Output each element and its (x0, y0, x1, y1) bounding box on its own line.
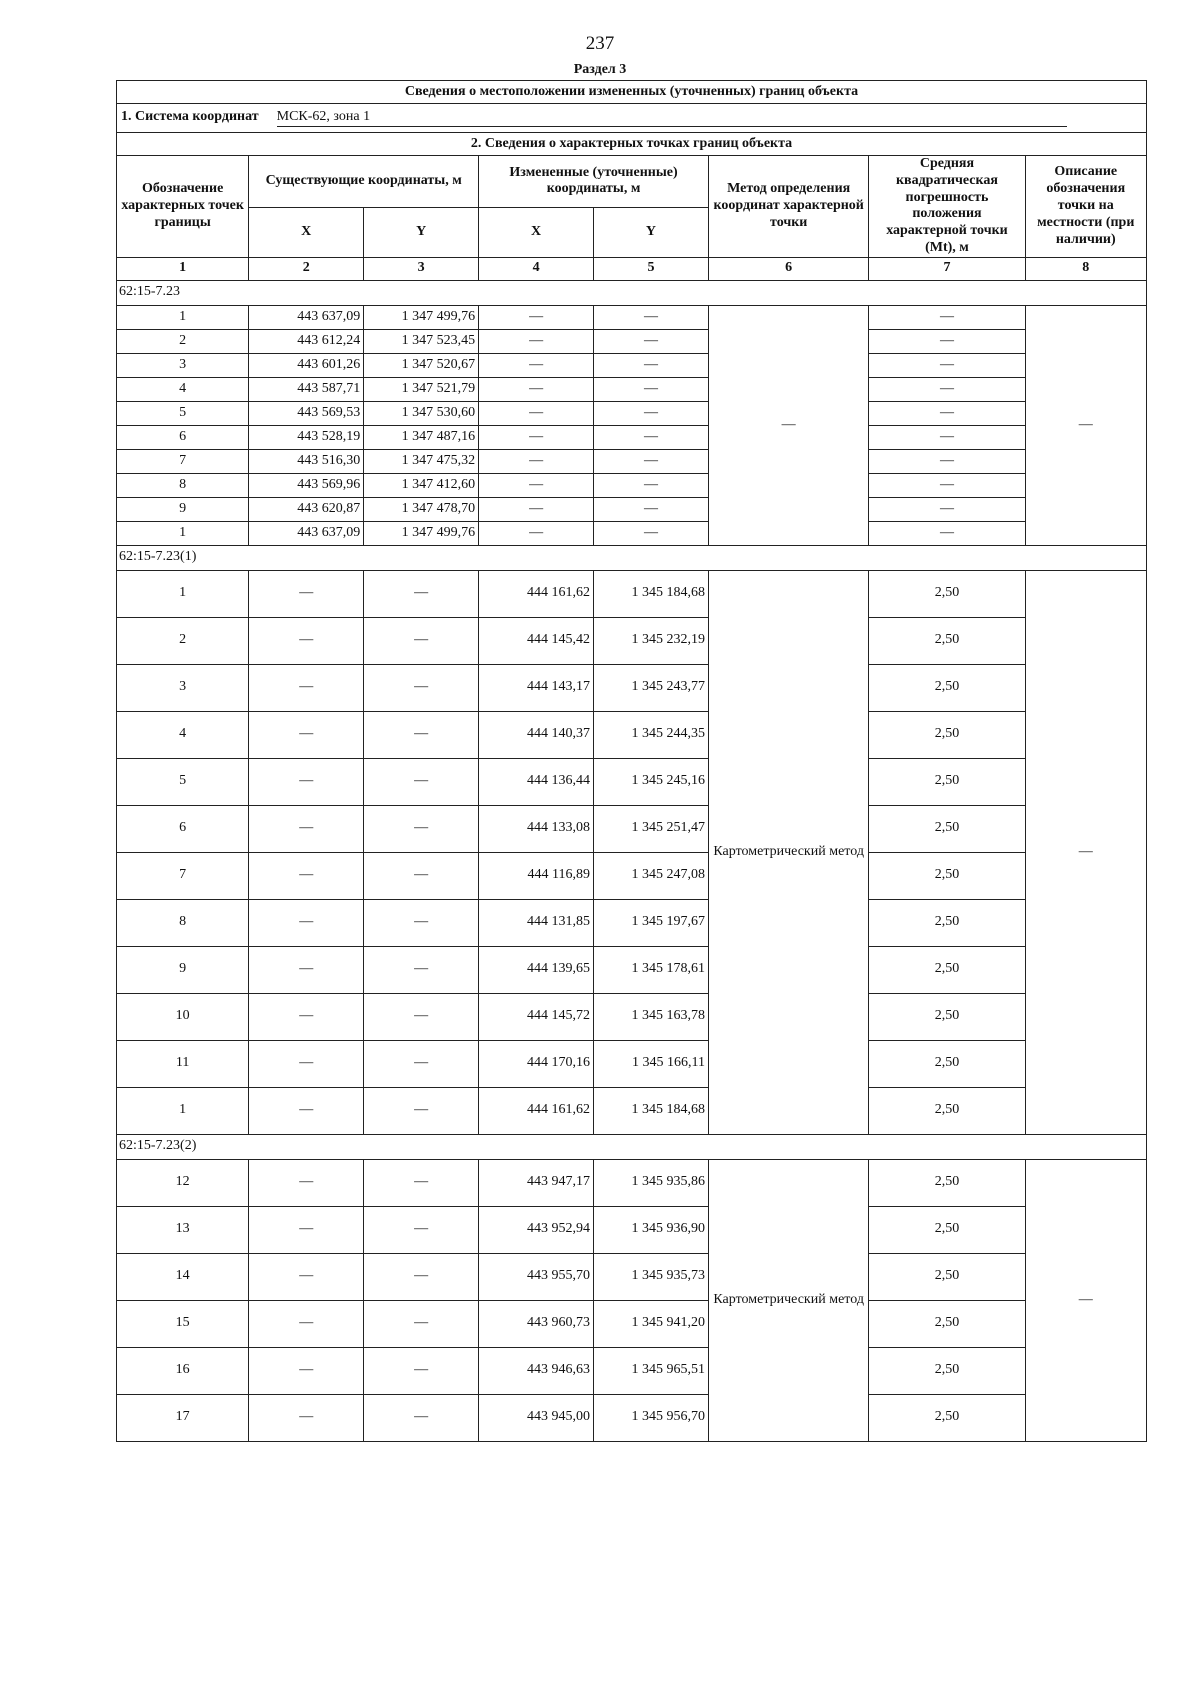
column-index: 1 (117, 257, 249, 280)
header-method: Метод определения координат характерной точки (708, 156, 868, 258)
coordinate-system-label: 1. Система координат (121, 109, 259, 125)
header-existing-y: Y (364, 207, 479, 257)
description-cell: — (1025, 305, 1146, 545)
changed-x: 444 133,08 (479, 805, 594, 852)
existing-y: — (364, 1040, 479, 1087)
accuracy-mt: 2,50 (869, 993, 1025, 1040)
header-changed-y: Y (594, 207, 709, 257)
header-description: Описание обозначения точки на местности (при наличии) (1025, 156, 1146, 258)
section-label: Раздел 3 (573, 62, 627, 77)
existing-y: — (364, 1394, 479, 1441)
existing-x: — (249, 711, 364, 758)
point-number: 9 (117, 497, 249, 521)
point-row (117, 852, 1147, 899)
accuracy-mt: 2,50 (869, 664, 1025, 711)
changed-y: 1 345 956,70 (594, 1394, 709, 1441)
header-designation: Обозначение характерных точек границы (117, 156, 249, 258)
existing-y: 1 347 412,60 (364, 473, 479, 497)
existing-x: 443 569,53 (249, 401, 364, 425)
point-row (117, 570, 1147, 617)
accuracy-mt: 2,50 (869, 758, 1025, 805)
existing-x: — (249, 1394, 364, 1441)
existing-y: — (364, 899, 479, 946)
accuracy-mt: 2,50 (869, 1300, 1025, 1347)
changed-x: 443 947,17 (479, 1159, 594, 1206)
point-number: 11 (117, 1040, 249, 1087)
point-row (117, 1040, 1147, 1087)
column-index: 5 (594, 257, 709, 280)
changed-y: 1 345 247,08 (594, 852, 709, 899)
accuracy-mt: — (869, 305, 1025, 329)
column-index: 4 (479, 257, 594, 280)
changed-x: 443 960,73 (479, 1300, 594, 1347)
changed-y: 1 345 197,67 (594, 899, 709, 946)
point-row (117, 377, 1147, 401)
group-label: 62:15-7.23(1) (117, 545, 1147, 570)
point-number: 9 (117, 946, 249, 993)
changed-y: 1 345 232,19 (594, 617, 709, 664)
point-number: 4 (117, 377, 249, 401)
point-number: 6 (117, 425, 249, 449)
point-row (117, 1206, 1147, 1253)
existing-y: 1 347 478,70 (364, 497, 479, 521)
accuracy-mt: 2,50 (869, 899, 1025, 946)
changed-x: 443 945,00 (479, 1394, 594, 1441)
existing-y: 1 347 499,76 (364, 521, 479, 545)
point-row (117, 664, 1147, 711)
changed-y: 1 345 163,78 (594, 993, 709, 1040)
accuracy-mt: 2,50 (869, 570, 1025, 617)
changed-y: 1 345 184,68 (594, 1087, 709, 1134)
existing-y: — (364, 758, 479, 805)
accuracy-mt: — (869, 425, 1025, 449)
header-error: Средняя квадратическая погрешность положения характерной точки (Mt), м (869, 156, 1025, 258)
point-row (117, 425, 1147, 449)
column-index: 7 (869, 257, 1025, 280)
point-row (117, 1300, 1147, 1347)
existing-x: — (249, 1040, 364, 1087)
point-number: 3 (117, 353, 249, 377)
changed-x: 444 116,89 (479, 852, 594, 899)
existing-x: 443 528,19 (249, 425, 364, 449)
changed-y: — (594, 449, 709, 473)
existing-y: — (364, 617, 479, 664)
accuracy-mt: 2,50 (869, 852, 1025, 899)
header-changed: Измененные (уточненные) координаты, м (479, 156, 709, 208)
changed-x: — (479, 473, 594, 497)
changed-x: 444 161,62 (479, 570, 594, 617)
existing-y: — (364, 1347, 479, 1394)
changed-y: — (594, 497, 709, 521)
point-number: 12 (117, 1159, 249, 1206)
accuracy-mt: — (869, 449, 1025, 473)
existing-x: — (249, 617, 364, 664)
boundary-points-table (116, 80, 1147, 1442)
accuracy-mt: 2,50 (869, 1040, 1025, 1087)
changed-x: 444 143,17 (479, 664, 594, 711)
changed-x: 444 145,42 (479, 617, 594, 664)
point-number: 3 (117, 664, 249, 711)
existing-y: 1 347 520,67 (364, 353, 479, 377)
existing-x: 443 516,30 (249, 449, 364, 473)
existing-x: 443 637,09 (249, 521, 364, 545)
header-existing-x: X (249, 207, 364, 257)
existing-x: — (249, 1253, 364, 1300)
column-index: 3 (364, 257, 479, 280)
existing-y: 1 347 523,45 (364, 329, 479, 353)
changed-x: 444 145,72 (479, 993, 594, 1040)
point-row (117, 473, 1147, 497)
point-number: 4 (117, 711, 249, 758)
point-number: 5 (117, 758, 249, 805)
existing-y: — (364, 805, 479, 852)
existing-y: — (364, 1087, 479, 1134)
points-section-title: 2. Сведения о характерных точках границ объекта (117, 133, 1147, 156)
existing-x: — (249, 852, 364, 899)
existing-x: 443 601,26 (249, 353, 364, 377)
changed-y: 1 345 936,90 (594, 1206, 709, 1253)
changed-y: — (594, 353, 709, 377)
group-label: 62:15-7.23 (117, 280, 1147, 305)
point-number: 1 (117, 305, 249, 329)
point-row (117, 1253, 1147, 1300)
point-number: 7 (117, 449, 249, 473)
point-number: 1 (117, 521, 249, 545)
existing-y: — (364, 946, 479, 993)
column-index: 8 (1025, 257, 1146, 280)
existing-x: — (249, 899, 364, 946)
point-number: 13 (117, 1206, 249, 1253)
description-cell: — (1025, 1159, 1146, 1441)
point-row (117, 449, 1147, 473)
existing-y: — (364, 711, 479, 758)
changed-x: — (479, 353, 594, 377)
point-row (117, 329, 1147, 353)
changed-y: 1 345 935,73 (594, 1253, 709, 1300)
changed-x: 444 170,16 (479, 1040, 594, 1087)
point-row (117, 353, 1147, 377)
changed-y: 1 345 178,61 (594, 946, 709, 993)
existing-x: — (249, 664, 364, 711)
existing-y: — (364, 1300, 479, 1347)
column-index: 2 (249, 257, 364, 280)
existing-x: — (249, 805, 364, 852)
existing-y: — (364, 1159, 479, 1206)
point-row (117, 711, 1147, 758)
existing-y: — (364, 570, 479, 617)
changed-y: — (594, 473, 709, 497)
header-existing: Существующие координаты, м (249, 156, 479, 208)
existing-x: 443 637,09 (249, 305, 364, 329)
point-row (117, 899, 1147, 946)
accuracy-mt: — (869, 473, 1025, 497)
changed-x: — (479, 305, 594, 329)
changed-y: — (594, 377, 709, 401)
point-row (117, 401, 1147, 425)
point-row (117, 946, 1147, 993)
existing-x: 443 612,24 (249, 329, 364, 353)
existing-x: — (249, 1300, 364, 1347)
accuracy-mt: — (869, 521, 1025, 545)
point-row (117, 1087, 1147, 1134)
changed-x: 444 161,62 (479, 1087, 594, 1134)
changed-x: — (479, 449, 594, 473)
changed-x: 443 952,94 (479, 1206, 594, 1253)
existing-x: 443 620,87 (249, 497, 364, 521)
point-row (117, 1394, 1147, 1441)
method-cell: — (708, 305, 868, 545)
existing-x: — (249, 1087, 364, 1134)
accuracy-mt: 2,50 (869, 711, 1025, 758)
changed-x: — (479, 329, 594, 353)
existing-x: — (249, 758, 364, 805)
changed-y: 1 345 941,20 (594, 1300, 709, 1347)
existing-y: — (364, 1253, 479, 1300)
accuracy-mt: — (869, 377, 1025, 401)
point-row (117, 1159, 1147, 1206)
changed-x: 444 136,44 (479, 758, 594, 805)
existing-y: — (364, 993, 479, 1040)
point-number: 1 (117, 1087, 249, 1134)
changed-x: 444 140,37 (479, 711, 594, 758)
changed-x: — (479, 401, 594, 425)
point-row (117, 305, 1147, 329)
header-changed-x: X (479, 207, 594, 257)
point-number: 2 (117, 329, 249, 353)
coordinate-system-value: МСК-62, зона 1 (277, 109, 1067, 127)
method-cell: Картометрический метод (708, 570, 868, 1134)
existing-y: 1 347 487,16 (364, 425, 479, 449)
point-row (117, 805, 1147, 852)
changed-x: 443 946,63 (479, 1347, 594, 1394)
existing-y: 1 347 521,79 (364, 377, 479, 401)
point-number: 16 (117, 1347, 249, 1394)
existing-x: — (249, 993, 364, 1040)
existing-x: — (249, 946, 364, 993)
changed-y: — (594, 521, 709, 545)
coordinate-system (117, 104, 1147, 133)
point-number: 15 (117, 1300, 249, 1347)
method-cell: Картометрический метод (708, 1159, 868, 1441)
existing-x: — (249, 1206, 364, 1253)
changed-x: — (479, 425, 594, 449)
description-cell: — (1025, 570, 1146, 1134)
column-index: 6 (708, 257, 868, 280)
point-number: 2 (117, 617, 249, 664)
point-number: 1 (117, 570, 249, 617)
point-number: 8 (117, 473, 249, 497)
point-row (117, 1347, 1147, 1394)
accuracy-mt: — (869, 497, 1025, 521)
existing-y: 1 347 499,76 (364, 305, 479, 329)
accuracy-mt: — (869, 401, 1025, 425)
existing-y: 1 347 530,60 (364, 401, 479, 425)
point-number: 10 (117, 993, 249, 1040)
existing-x: — (249, 1159, 364, 1206)
changed-y: — (594, 305, 709, 329)
changed-x: 444 139,65 (479, 946, 594, 993)
changed-x: — (479, 521, 594, 545)
point-row (117, 993, 1147, 1040)
accuracy-mt: 2,50 (869, 805, 1025, 852)
point-number: 8 (117, 899, 249, 946)
point-number: 5 (117, 401, 249, 425)
point-row (117, 497, 1147, 521)
accuracy-mt: 2,50 (869, 1159, 1025, 1206)
document-title: Сведения о местоположении измененных (уточненных) границ объекта (117, 81, 1147, 104)
group-label: 62:15-7.23(2) (117, 1134, 1147, 1159)
point-row (117, 758, 1147, 805)
changed-y: 1 345 245,16 (594, 758, 709, 805)
existing-x: 443 587,71 (249, 377, 364, 401)
point-number: 6 (117, 805, 249, 852)
changed-y: 1 345 935,86 (594, 1159, 709, 1206)
changed-y: — (594, 329, 709, 353)
accuracy-mt: — (869, 329, 1025, 353)
changed-y: 1 345 251,47 (594, 805, 709, 852)
accuracy-mt: 2,50 (869, 1347, 1025, 1394)
point-number: 7 (117, 852, 249, 899)
changed-x: — (479, 497, 594, 521)
existing-x: 443 569,96 (249, 473, 364, 497)
point-row (117, 521, 1147, 545)
existing-x: — (249, 1347, 364, 1394)
point-number: 17 (117, 1394, 249, 1441)
accuracy-mt: — (869, 353, 1025, 377)
changed-y: 1 345 243,77 (594, 664, 709, 711)
existing-y: 1 347 475,32 (364, 449, 479, 473)
changed-y: 1 345 244,35 (594, 711, 709, 758)
accuracy-mt: 2,50 (869, 1394, 1025, 1441)
existing-y: — (364, 852, 479, 899)
accuracy-mt: 2,50 (869, 617, 1025, 664)
changed-y: — (594, 425, 709, 449)
existing-y: — (364, 1206, 479, 1253)
point-row (117, 617, 1147, 664)
changed-y: 1 345 965,51 (594, 1347, 709, 1394)
changed-x: 443 955,70 (479, 1253, 594, 1300)
accuracy-mt: 2,50 (869, 946, 1025, 993)
existing-x: — (249, 570, 364, 617)
changed-x: 444 131,85 (479, 899, 594, 946)
accuracy-mt: 2,50 (869, 1206, 1025, 1253)
changed-x: — (479, 377, 594, 401)
accuracy-mt: 2,50 (869, 1087, 1025, 1134)
accuracy-mt: 2,50 (869, 1253, 1025, 1300)
changed-y: 1 345 184,68 (594, 570, 709, 617)
point-number: 14 (117, 1253, 249, 1300)
existing-y: — (364, 664, 479, 711)
page-number: 237 (585, 33, 615, 54)
changed-y: 1 345 166,11 (594, 1040, 709, 1087)
changed-y: — (594, 401, 709, 425)
